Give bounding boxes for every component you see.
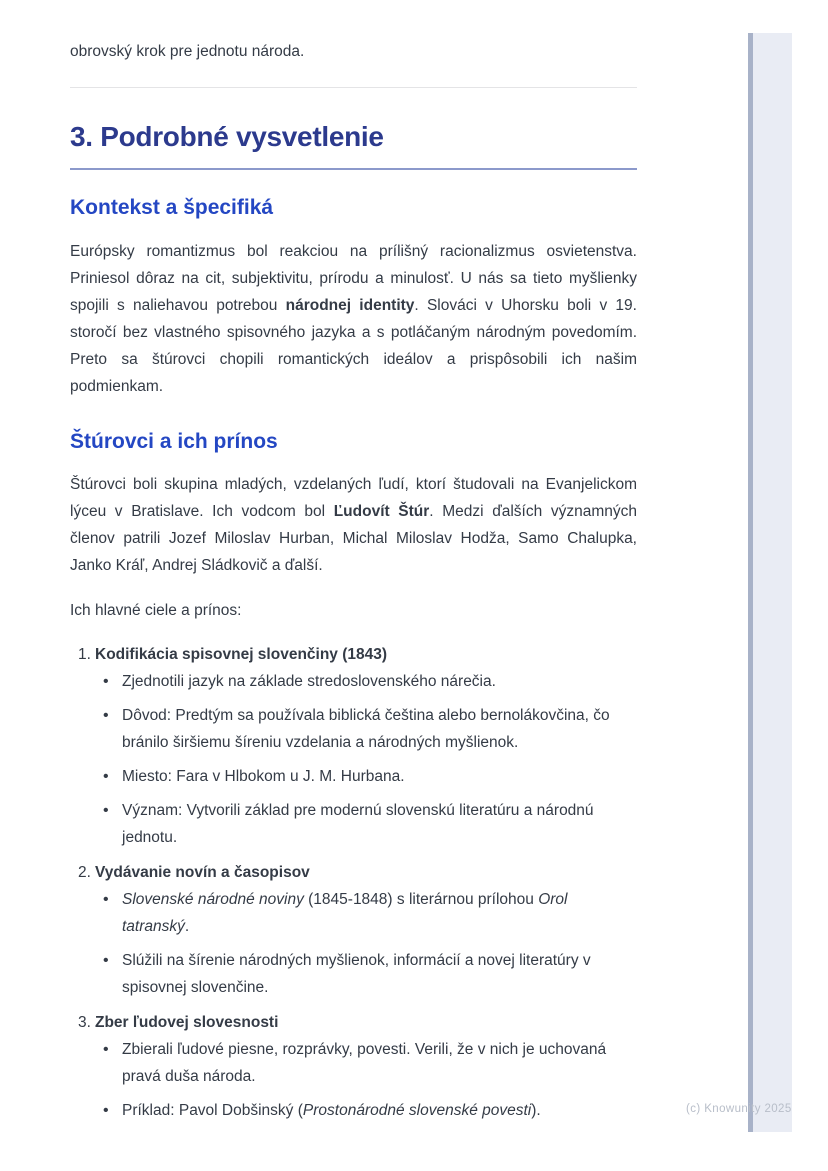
text-run: Dôvod: Predtým sa používala biblická čeština alebo bernolákovčina, čo bránilo širšiemu šíreniu vzdelania a národných myšlienok. (122, 707, 610, 751)
bullet-text (122, 1041, 606, 1085)
text-run: Orol tatranský (122, 891, 568, 935)
text-run: ). (531, 1102, 541, 1119)
numbered-list (70, 641, 637, 1124)
bullet-marker-icon: • (103, 802, 109, 819)
list-item-kodifikacia (70, 641, 637, 851)
bullet-marker-icon: • (103, 891, 109, 908)
bullet-text (122, 1102, 541, 1119)
text-run: Význam: Vytvorili základ pre modernú slovenskú literatúru a národnú jednotu. (122, 802, 594, 846)
watermark: (c) Knowunity 2025 (686, 1103, 792, 1115)
list-item-title-row (70, 859, 637, 886)
bullet-marker-icon: • (103, 952, 109, 969)
bullet-item (103, 886, 637, 940)
bullet-text (122, 768, 405, 785)
text-run: . Slováci v Uhorsku boli v 19. storočí bez vlastného spisovného jazyka a s potláčaným národným povedomím. Preto sa štúrovci chopili romantických ideálov a prispôsobili ich našim podmienkam. (70, 297, 637, 395)
text-run: Prostonárodné slovenské povesti (302, 1102, 532, 1119)
list-item-slovesnost (70, 1009, 637, 1124)
text-run: (1845-1848) s literárnou prílohou (303, 891, 539, 908)
bullet-list (70, 1036, 637, 1124)
text-run: Zjednotili jazyk na základe stredoslovenského nárečia. (122, 673, 496, 690)
section-heading-kontekst: Kontekst a špecifiká (70, 196, 274, 219)
bullet-text (122, 952, 591, 996)
list-item-number: 3. (78, 1014, 91, 1031)
bullet-item (103, 702, 637, 756)
next-page-edge (748, 33, 792, 1132)
paragraph-sturovci (70, 471, 637, 579)
bullet-item (103, 1036, 637, 1090)
bullet-list (70, 668, 637, 851)
text-run: . (184, 918, 190, 935)
text-run: Štúrovci boli skupina mladých, vzdelaných ľudí, ktorí študovali na Evanjelickom lýceu v Bratislave. Ich vodcom bol (70, 476, 637, 520)
list-item-title: Kodifikácia spisovnej slovenčiny (1843) (95, 646, 388, 663)
text-run: Slovenské národné noviny (122, 891, 304, 908)
text-run: Príklad: Pavol Dobšinský ( (122, 1102, 303, 1119)
document-content (70, 0, 637, 1124)
section-divider (70, 87, 637, 88)
list-item-number: 2. (78, 864, 91, 881)
list-item-title-row (70, 641, 637, 668)
bullet-item (103, 1097, 637, 1124)
bullet-text (122, 802, 594, 846)
section-heading-sturovci: Štúrovci a ich prínos (70, 430, 278, 453)
bullet-item (103, 797, 637, 851)
bullet-marker-icon: • (103, 1041, 109, 1058)
bullet-marker-icon: • (103, 1102, 109, 1119)
paragraph-kontekst (70, 238, 637, 400)
text-run: Zbierali ľudové piesne, rozprávky, povesti. Verili, že v nich je uchovaná pravá duša národa. (122, 1041, 607, 1085)
list-intro: Ich hlavné ciele a prínos: (70, 602, 242, 619)
bullet-text (122, 673, 496, 690)
bullet-text (122, 707, 610, 751)
list-item-title-row (70, 1009, 637, 1036)
bullet-marker-icon: • (103, 768, 109, 785)
page-title: 3. Podrobné vysvetlenie (70, 118, 637, 170)
bullet-item (103, 947, 637, 1001)
bullet-text (122, 891, 568, 935)
bullet-item (103, 763, 637, 790)
list-item-title: Zber ľudovej slovesnosti (95, 1014, 279, 1031)
text-run: národnej identity (285, 297, 415, 314)
list-item-title: Vydávanie novín a časopisov (95, 864, 310, 881)
intro-line: obrovský krok pre jednotu národa. (70, 43, 305, 60)
bullet-marker-icon: • (103, 707, 109, 724)
bullet-item (103, 668, 637, 695)
list-item-number: 1. (78, 646, 91, 663)
text-run: Ľudovít Štúr (333, 503, 430, 520)
bullet-marker-icon: • (103, 673, 109, 690)
text-run: . Medzi ďalších významných členov patrili Jozef Miloslav Hurban, Michal Miloslav Hodža, Samo Chalupka, Janko Kráľ, Andrej Sládkovič a ďalší. (70, 503, 637, 574)
text-run: Miesto: Fara v Hlbokom u J. M. Hurbana. (122, 768, 405, 785)
list-item-noviny (70, 859, 637, 1001)
bullet-list (70, 886, 637, 1001)
text-run: Slúžili na šírenie národných myšlienok, informácií a novej literatúry v spisovnej slovenčine. (122, 952, 591, 996)
text-run: Európsky romantizmus bol reakciou na prílišný racionalizmus osvietenstva. Priniesol dôraz na cit, subjektivitu, prírodu a minulosť. U nás sa tieto myšlienky spojili s naliehavou potrebou (70, 243, 637, 314)
